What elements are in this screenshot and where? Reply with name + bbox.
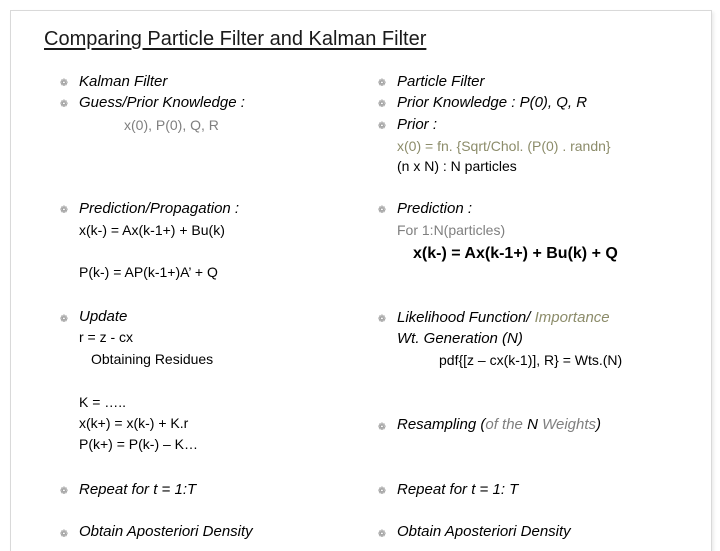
bullet-icon: ❁ <box>377 422 387 433</box>
pdf-eq: pdf{[z – cx(k-1)], R} = Wts.(N) <box>439 352 623 368</box>
update-label: Update <box>79 308 128 325</box>
bullet-icon: ❁ <box>377 529 387 540</box>
particle-filter-heading: Particle Filter <box>397 73 485 90</box>
slide-title: Comparing Particle Filter and Kalman Filter <box>44 28 427 50</box>
obtain-density-label: Obtain Aposteriori Density <box>79 523 253 540</box>
bullet-icon: ❁ <box>377 78 387 89</box>
cov-predict-eq: P(k-) = AP(k-1+)A’ + Q <box>79 264 218 280</box>
bullet-icon: ❁ <box>59 529 69 540</box>
prior-knowledge-label: Prior Knowledge : P(0), Q, R <box>397 94 588 111</box>
cov-update-eq: P(k+) = P(k-) – K… <box>79 436 199 452</box>
obtain-density-label: Obtain Aposteriori Density <box>397 523 571 540</box>
particles-note: (n x N) : N particles <box>397 158 517 174</box>
gain-eq: K = ….. <box>79 394 127 410</box>
prediction-label: Prediction : <box>397 200 473 217</box>
bullet-icon: ❁ <box>59 205 69 216</box>
bullet-icon: ❁ <box>377 205 387 216</box>
guess-prior-label: Guess/Prior Knowledge : <box>79 94 245 111</box>
for-loop-text: For 1:N(particles) <box>397 222 506 238</box>
bullet-icon: ❁ <box>377 314 387 325</box>
likelihood-label: Likelihood Function/ Importance <box>397 309 610 326</box>
prior-values: x(0), P(0), Q, R <box>124 117 219 133</box>
bullet-icon: ❁ <box>59 314 69 325</box>
residual-note: Obtaining Residues <box>91 351 214 367</box>
prior-eq: x(0) = fn. {Sqrt/Chol. (P(0) . randn} <box>397 138 611 154</box>
bullet-icon: ❁ <box>377 99 387 110</box>
state-predict-eq: x(k-) = Ax(k-1+) + Bu(k) + Q <box>413 245 618 262</box>
bullet-icon: ❁ <box>59 99 69 110</box>
prediction-label: Prediction/Propagation : <box>79 200 240 217</box>
state-update-eq: x(k+) = x(k-) + K.r <box>79 415 189 431</box>
kalman-filter-heading: Kalman Filter <box>79 73 168 90</box>
residual-eq: r = z - cx <box>79 329 134 345</box>
wt-generation-label: Wt. Generation (N) <box>397 330 523 347</box>
repeat-label: Repeat for t = 1:T <box>79 481 197 498</box>
bullet-icon: ❁ <box>377 121 387 132</box>
bullet-icon: ❁ <box>377 486 387 497</box>
prior-label: Prior : <box>397 116 438 133</box>
bullet-icon: ❁ <box>59 486 69 497</box>
state-predict-eq: x(k-) = Ax(k-1+) + Bu(k) <box>79 222 225 238</box>
repeat-label: Repeat for t = 1: T <box>397 481 519 498</box>
resampling-label: Resampling (of the N Weights) <box>397 416 602 433</box>
bullet-icon: ❁ <box>59 78 69 89</box>
slide-frame <box>10 10 712 551</box>
